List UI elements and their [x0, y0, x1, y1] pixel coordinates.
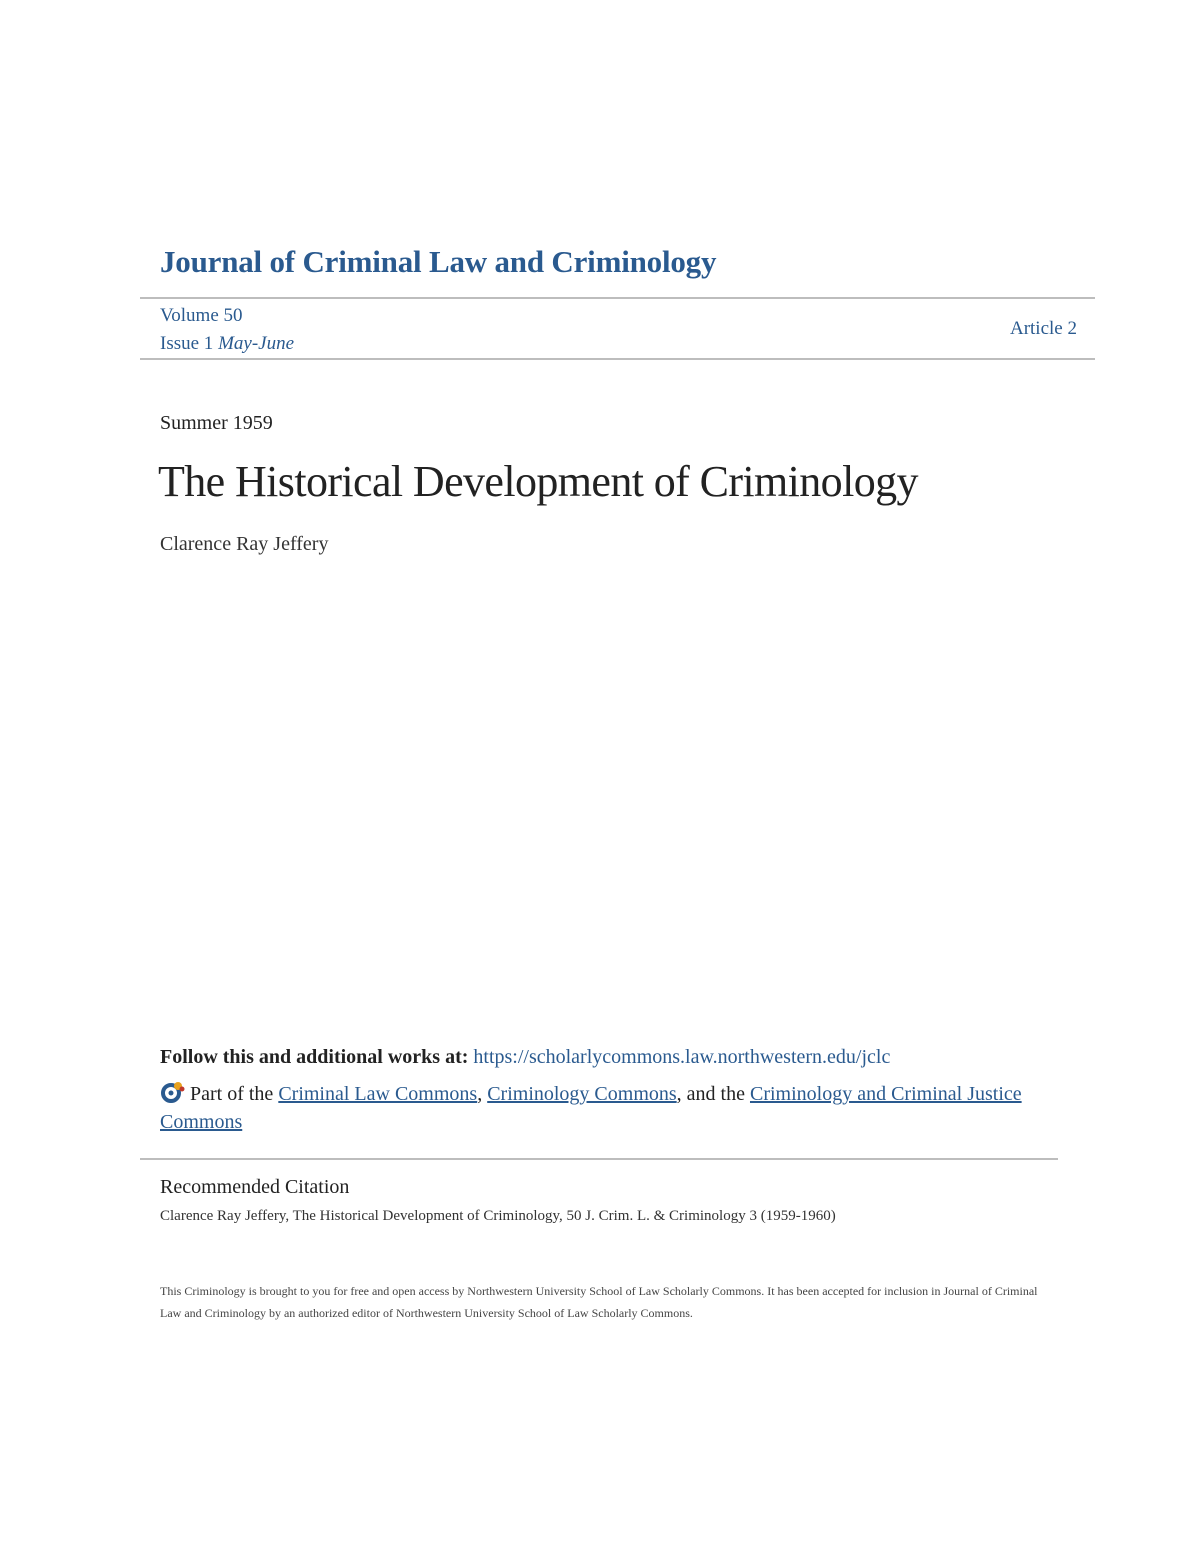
publication-date: Summer 1959: [160, 412, 273, 434]
criminal-law-commons-link[interactable]: Criminal Law Commons: [278, 1083, 478, 1105]
citation-text: Clarence Ray Jeffery, The Historical Development of Criminology, 50 J. Crim. L. & Criminology 3 (1959-1960): [160, 1208, 836, 1224]
issue-link[interactable]: [160, 333, 294, 355]
part-of-commons: [160, 1080, 1060, 1136]
author-name: Clarence Ray Jeffery: [160, 533, 329, 555]
article-number: Article 2: [1009, 318, 1077, 339]
follow-line: [160, 1046, 890, 1069]
part-of-prefix: Part of the: [190, 1083, 274, 1105]
access-statement: This Criminology is brought to you for free and open access by Northwestern University School of Law Scholarly Commons. It has been accepted for inclusion in Journal of Criminal Law and Criminology by an authorized editor of Northwestern University School of Law Scholarly Commons.: [160, 1284, 1038, 1320]
part-of-separator-1: ,: [477, 1083, 483, 1105]
article-title: The Historical Development of Criminology: [158, 457, 918, 506]
journal-title[interactable]: Journal of Criminal Law and Criminology: [160, 244, 717, 279]
citation-divider: [140, 1158, 1058, 1160]
header-bottom-divider: [140, 358, 1095, 360]
network-logo-icon: [160, 1080, 186, 1104]
issue-date: May-June: [218, 333, 295, 354]
citation-heading: Recommended Citation: [160, 1176, 350, 1198]
issue-number: Issue 1: [160, 333, 214, 354]
part-of-separator-2: , and the: [676, 1083, 745, 1105]
volume-link[interactable]: Volume 50: [160, 305, 243, 326]
follow-label: Follow this and additional works at:: [160, 1046, 469, 1068]
criminology-criminal-justice-commons-link[interactable]: Criminology and Criminal Justice Commons: [160, 1083, 1022, 1133]
header-top-divider: [140, 297, 1095, 299]
criminology-commons-link[interactable]: Criminology Commons: [487, 1083, 677, 1105]
repository-url-link[interactable]: https://scholarlycommons.law.northwestern.edu/jclc: [473, 1046, 891, 1068]
